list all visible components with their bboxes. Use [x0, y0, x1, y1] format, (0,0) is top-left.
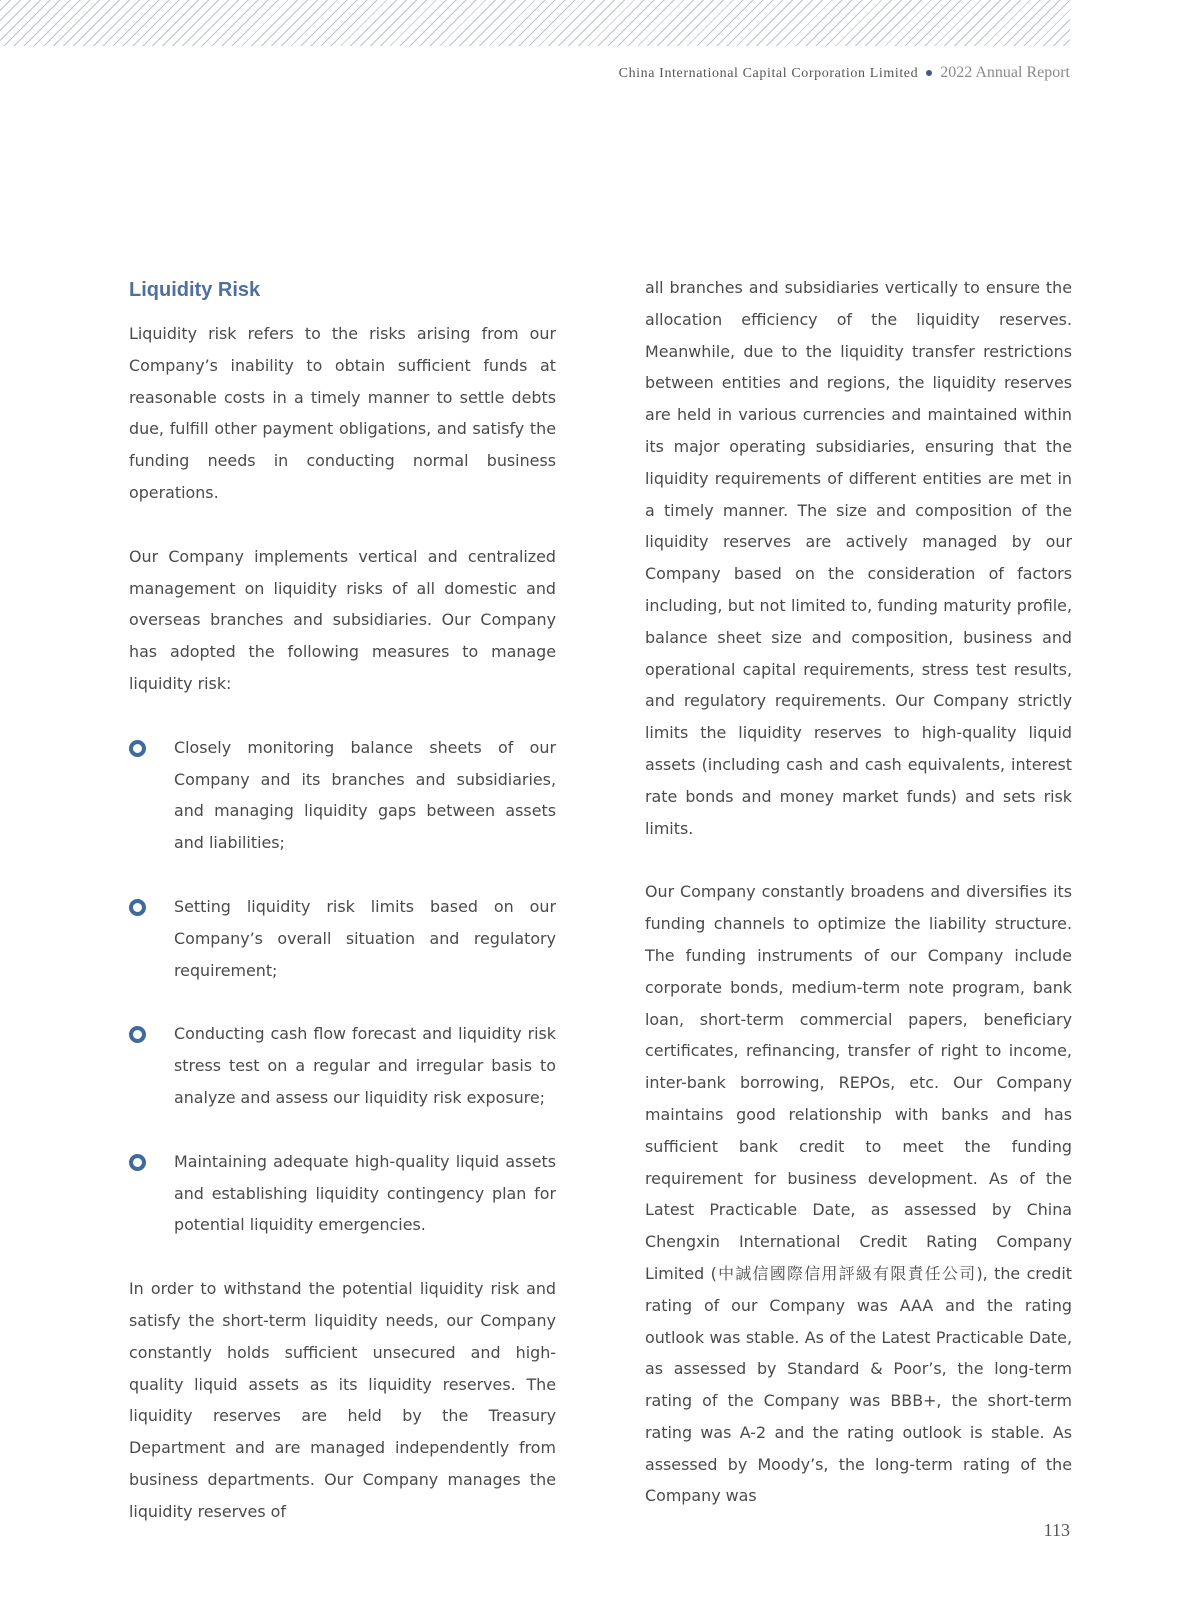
paragraph: Our Company constantly broadens and diversifies its funding channels to optimize the liability structure. The funding instruments of our Company include corporate bonds, medium-term note program, bank loan, short-term commercial papers, beneficiary certificates, refinancing, transfer of right to income, inter-bank borrowing, REPOs, etc. Our Company maintains good relationship with banks and has sufficient bank credit to meet the funding requirement for business development. As of the Latest Practicable Date, as assessed by China Chengxin International Credit Rating Company Limited (中誠信國際信用評級有限責任公司), the credit rating of our Company was AAA and the rating outlook was stable. As of the Latest Practicable Date, as assessed by Standard & Poor’s, the long-term rating of the Company was BBB+, the short-term rating was A-2 and the rating outlook is stable. As assessed by Moody’s, the long-term rating of the Company was — [645, 882, 1072, 1506]
list-item-text: Setting liquidity risk limits based on our Company’s overall situation and regulatory requirement; — [174, 896, 556, 980]
paragraph: Our Company implements vertical and centralized management on liquidity risks of all domestic and overseas branches and subsidiaries. Our Company has adopted the following measures to manage liquidity risk: — [129, 546, 556, 693]
list-item-text: Closely monitoring balance sheets of our Company and its branches and subsidiaries, and managing liquidity gaps between assets and liabilities; — [174, 737, 556, 853]
bullet-list — [129, 732, 556, 1241]
company-name: China International Capital Corporation Limited — [618, 66, 919, 81]
list-item-text: Conducting cash flow forecast and liquidity risk stress test on a regular and irregular basis to analyze and assess our liquidity risk exposure; — [174, 1024, 556, 1107]
section-title: Liquidity Risk — [129, 279, 261, 301]
separator-dot-icon — [926, 70, 932, 76]
left-column — [129, 272, 556, 1560]
paragraph: In order to withstand the potential liquidity risk and satisfy the short-term liquidity needs, our Company constantly holds sufficient unsecured and high-quality liquid assets as its liquidity reserves. The liquidity reserves are held by the Treasury Department and are managed independently from business departments. Our Company manages the liquidity reserves of — [129, 1279, 556, 1521]
ring-bullet-icon — [129, 1154, 146, 1171]
list-item — [129, 891, 556, 986]
paragraph: Liquidity risk refers to the risks arising from our Company’s inability to obtain sufficient funds at reasonable costs in a timely manner to settle debts due, fulfill other payment obligations, and satisfy the funding needs in conducting normal business operations. — [129, 324, 556, 502]
header-hatch-band — [0, 0, 1070, 46]
report-title: 2022 Annual Report — [940, 64, 1070, 81]
ring-bullet-icon — [129, 899, 146, 916]
page-number: 113 — [1043, 1520, 1070, 1540]
list-item — [129, 1018, 556, 1113]
ring-bullet-icon — [129, 1026, 146, 1043]
ring-bullet-icon — [129, 740, 146, 757]
paragraph: all branches and subsidiaries vertically to ensure the allocation efficiency of the liquidity reserves. Meanwhile, due to the liquidity transfer restrictions between entities and regions, the liquidity reserves are held in various currencies and maintained within its major operating subsidiaries, ensuring that the liquidity requirements of different entities are met in a timely manner. The size and composition of the liquidity reserves are actively managed by our Company based on the consideration of factors including, but not limited to, funding maturity profile, balance sheet size and composition, business and operational capital requirements, stress test results, and regulatory requirements. Our Company strictly limits the liquidity reserves to high-quality liquid assets (including cash and cash equivalents, interest rate bonds and money market funds) and sets risk limits. — [645, 278, 1072, 838]
list-item-text: Maintaining adequate high-quality liquid assets and establishing liquidity contingency plan for potential liquidity emergencies. — [174, 1151, 556, 1235]
running-header — [619, 64, 1070, 82]
list-item — [129, 1146, 556, 1241]
list-item — [129, 732, 556, 859]
right-column — [645, 272, 1072, 1544]
